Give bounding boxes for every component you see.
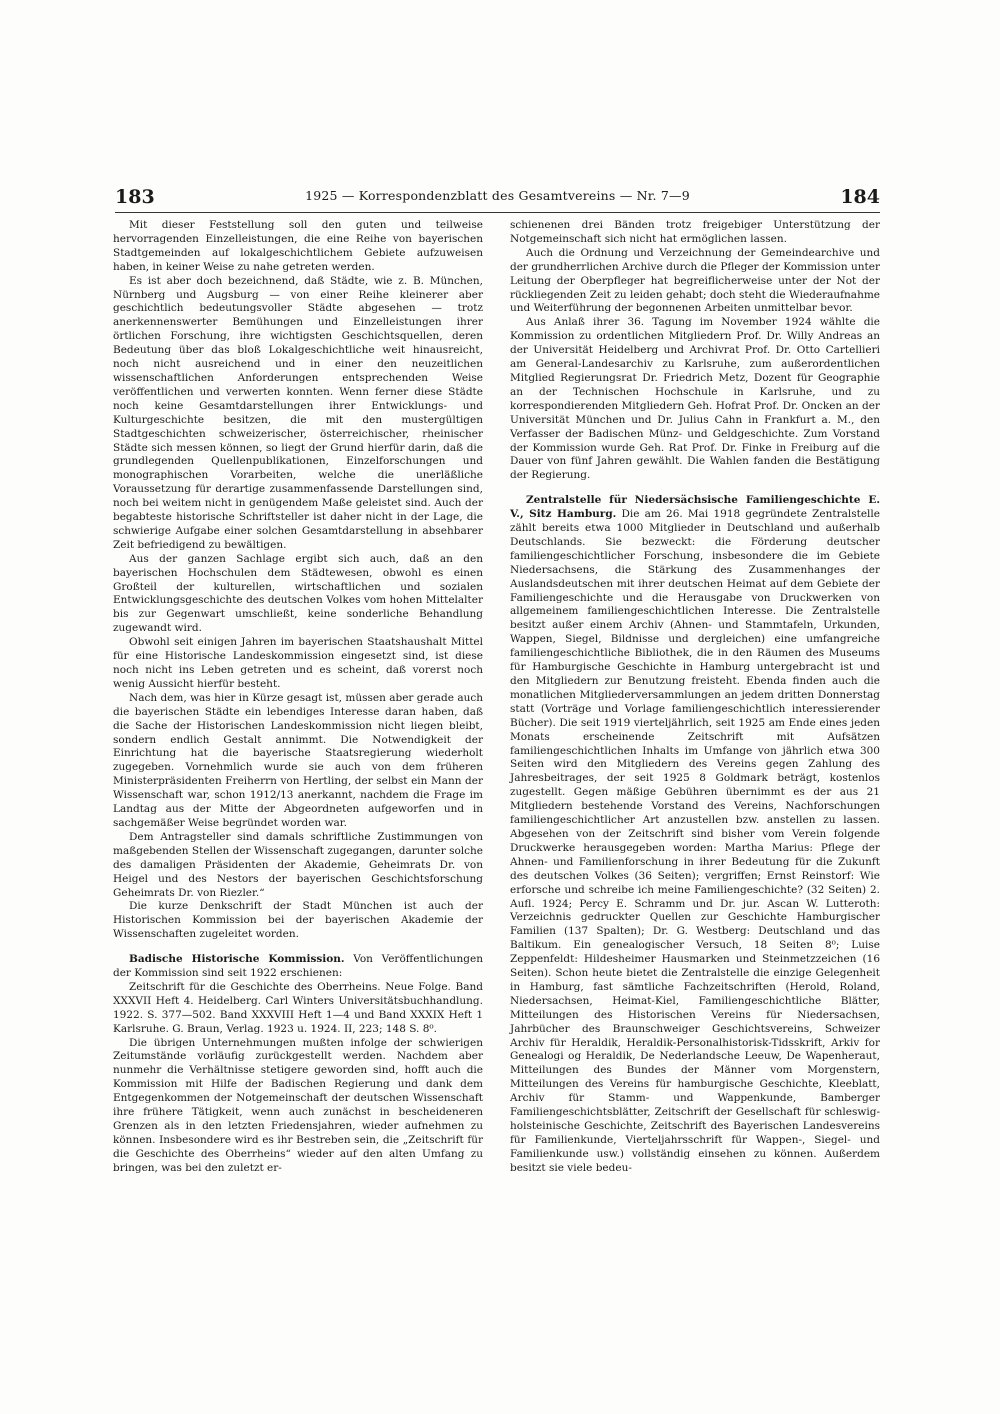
left-column xyxy=(113,219,483,1176)
right-column xyxy=(510,219,880,1176)
paragraph: Dem Antragsteller sind damals schriftliche Zustimmungen von maßgebenden Stellen der Wissenschaft zugegangen, darunter solche des damaligen Präsidenten der Akademie, Geheimrats Dr. von Heigel und des Nestors der bayerischen Geschichtsforschung Geheimrats Dr. von Riezler.“ xyxy=(113,830,483,899)
paragraph: Nach dem, was hier in Kürze gesagt ist, müssen aber gerade auch die bayerischen Städte ein lebendiges Interesse daran haben, daß die Sache der Historischen Landeskommission nicht liegen bleibt, sondern endlich Gestalt annimmt. Die Notwendigkeit der Einrichtung hat die bayerische Staatsregierung wiederholt zugegeben. Vornehmlich wurde sie auch von dem früheren Ministerpräsidenten Freiherrn von Hertling, der selbst ein Mann der Wissenschaft war, schon 1912/13 anerkannt, nachdem die Frage im Landtag aus der Mitte der Abgeordneten aufgeworfen und in sachgemäßer Weise begründet worden war. xyxy=(113,691,483,829)
section-heading: Badische Historische Kommission. xyxy=(129,953,345,966)
section-intro: Von Veröffentlichungen der Kommission sind seit 1922 erschienen: xyxy=(113,953,484,980)
page-header xyxy=(115,186,880,208)
section-body: Die am 26. Mai 1918 gegründete Zentralstelle zählt bereits etwa 1000 Mitglieder in Deutschland und außerhalb Deutschlands. Sie bezweckt: die Förderung deutscher familiengeschichtlicher Forschung, insbesondere die im Gebiete Niedersachsens, die Stärkung des Zusammenhanges der Auslandsdeutschen mit ihrer deutschen Heimat auf dem Gebiete der Familiengeschichte und die Herausgabe von Druckwerken von allgemeinem familiengeschichtlichen Interesse. Die Zentralstelle besitzt außer einem Archiv (Ahnen- und Stammtafeln, Urkunden, Wappen, Siegel, Bildnisse und dergleichen) eine umfangreiche familiengeschichtliche Bibliothek, die in den Räumen des Museums für Hamburgische Geschichte in Hamburg untergebracht ist und den Mitgliedern zur Benutzung freisteht. Ebenda finden auch die monatlichen Mitgliederversammlungen an jedem dritten Donnerstag statt (Vorträge und Vorlage familiengeschichtlich interessierender Bücher). Die seit 1919 vierteljährlich, seit 1925 am Ende eines jeden Monats erscheinende Zeitschrift mit Aufsätzen familiengeschichtlichen Inhalts im Umfange von jährlich etwa 300 Seiten wird den Mitgliedern des Vereins gegen Zahlung des Jahresbeitrages, der seit 1925 8 Goldmark beträgt, kostenlos zugestellt. Gegen mäßige Gebühren übernimmt es der aus 21 Mitgliedern bestehende Vorstand des Vereins, Nachforschungen familiengeschichtlicher Art anzustellen bzw. anstellen zu lassen. Abgesehen von der Zeitschrift sind bisher vom Verein folgende Druckwerke herausgegeben worden: Martha Marius: Pflege der Ahnen- und Familienforschung in ihrer Bedeutung für die Zukunft des deutschen Volkes (36 Seiten); vergriffen; Ernst Reinstorf: Wie erforsche und schreibe ich meine Familiengeschichte? (32 Seiten) 2. Aufl. 1924; Percy E. Schramm und Dr. jur. Ascan W. Lutteroth: Verzeichnis gedruckter Quellen zur Geschichte Hamburgischer Familien (137 Spalten); Dr. G. Westberg: Deutschland und das Baltikum. Ein genealogischer Versuch, 18 Seiten 8⁰; Luise Zeppenfeldt: Hildesheimer Hausmarken und Steinmetzzeichen (16 Seiten). Schon heute bietet die Zentralstelle die einzige Gelegenheit in Hamburg, fast sämtliche Fachzeitschriften (Herold, Roland, Niedersachsen, Heimat-Kiel, Familiengeschichtliche Blätter, Mitteilungen des Historischen Vereins für Niedersachsen, Jahrbücher des Braunschweiger Geschichtsvereins, Schweizer Archiv für Heraldik, Heraldik-Personalhistorisk-Tidsskrift, Arkiv for Genealogi og Heraldik, De Nederlandsche Leeuw, De Wapenheraut, Mitteilungen des Bundes der Männer vom Morgenstern, Mitteilungen des Vereins für hamburgische Geschichte, Kleeblatt, Archiv für Stamm- und Wappenkunde, Bamberger Familiengeschichtsblätter, Zeitschrift der Gesellschaft für schleswig-holsteinische Geschichte, Zeitschrift des Bayerischen Landesvereins für Familienkunde, Vierteljahrsschrift für Wappen-, Siegel- und Familienkunde usw.) vollständig einsehen zu können. Außerdem besitzt sie viele bedeu- xyxy=(510,508,880,1174)
paragraph: Mit dieser Feststellung soll den guten und teilweise hervorragenden Einzelleistungen, die eine Reihe von bayerischen Stadtgemeinden auf lokalgeschichtlichem Gebiete aufzuweisen haben, in keiner Weise zu nahe getreten werden. xyxy=(113,219,483,273)
paragraph: Aus Anlaß ihrer 36. Tagung im November 1924 wählte die Kommission zu ordentlichen Mitgliedern Prof. Dr. Willy Andreas an der Universität Heidelberg und Archivrat Prof. Dr. Otto Cartellieri am General-Landesarchiv zu Karlsruhe, zum außerordentlichen Mitglied Regierungsrat Dr. Friedrich Metz, Dozent für Geographie an der Technischen Hochschule in Karlsruhe, und zu korrespondierenden Mitgliedern Geh. Hofrat Prof. Dr. Oncken an der Universität München und Dr. Julius Cahn in Frankfurt a. M., den Verfasser der Badischen Münz- und Geldgeschichte. Zum Vorstand der Kommission wurde Geh. Rat Prof. Dr. Finke in Freiburg auf die Dauer von fünf Jahren gewählt. Die Wahlen fanden die Bestätigung der Regierung. xyxy=(510,316,880,482)
section-heading: Zentralstelle für Niedersächsische Familiengeschichte E. V., Sitz Hamburg. xyxy=(510,494,880,521)
paragraph: Die übrigen Unternehmungen mußten infolge der schwierigen Zeitumstände vorläufig zurückgestellt werden. Nachdem aber nunmehr die Verhältnisse stetigere geworden sind, hofft auch die Kommission mit Hilfe der Badischen Regierung und dank dem Entgegenkommen der Notgemeinschaft der deutschen Wissenschaft ihre frühere Tätigkeit, wenn auch zunächst in bescheideneren Grenzen als in den letzten Friedensjahren, wieder aufnehmen zu können. Insbesondere wird es ihr Bestreben sein, die „Zeitschrift für die Geschichte des Oberrheins“ wieder auf den alten Umfang zu bringen, was bei den zuletzt er- xyxy=(113,1036,483,1174)
paragraph: Aus der ganzen Sachlage ergibt sich auch, daß an den bayerischen Hochschulen dem Städtewesen, obwohl es einen Großteil der kulturellen, wirtschaftlichen und sozialen Entwicklungsgeschichte des deutschen Volkes vom hohen Mittelalter bis zur Gegenwart umschließt, keine sonderliche Behandlung zugewandt wird. xyxy=(113,552,483,635)
running-title: 1925 — Korrespondenzblatt des Gesamtvereins — Nr. 7—9 xyxy=(305,188,690,203)
header-rule xyxy=(115,212,880,213)
publication-reference: Zeitschrift für die Geschichte des Oberrheins. Neue Folge. Band XXXVII Heft 4. Heidelberg. Carl Winters Universitätsbuchhandlung. 1922. S. 377—502. Band XXXVIII Heft 1—4 und Band XXXIX Heft 1 Karlsruhe. G. Braun, Verlag. 1923 u. 1924. II, 223; 148 S. 8⁰. xyxy=(113,980,483,1035)
paragraph: Die kurze Denkschrift der Stadt München ist auch der Historischen Kommission bei der bayerischen Akademie der Wissenschaften zugeleitet worden. xyxy=(113,900,483,941)
section-paragraph xyxy=(113,953,483,981)
section-paragraph xyxy=(510,494,880,1175)
paragraph: Auch die Ordnung und Verzeichnung der Gemeindearchive und der grundherrlichen Archive durch die Pfleger der Kommission unter Leitung der Oberpfleger hat begreiflicherweise unter der Not der rückliegenden Zeit zu leiden gehabt; doch steht die Wiederaufnahme und Weiterführung der begonnenen Arbeiten unmittelbar bevor. xyxy=(510,246,880,315)
paragraph: Obwohl seit einigen Jahren im bayerischen Staatshaushalt Mittel für eine Historische Landeskommission eingesetzt sind, ist diese noch nicht ins Leben getreten und es scheint, daß vorerst noch wenig Aussicht hierfür besteht. xyxy=(113,636,483,690)
paragraph: Es ist aber doch bezeichnend, daß Städte, wie z. B. München, Nürnberg und Augsburg — von einer Reihe kleinerer aber geschichtlich bedeutungsvoller Städte abgesehen — trotz anerkennenswerter Bemühungen und Einzelleistungen ihrer örtlichen Forschung, ihre wichtigsten Geschichtsquellen, deren Bedeutung über das bloß Lokalgeschichtliche weit hinausreicht, noch nicht ausreichend und in einer den neuzeitlichen wissenschaftlichen Anforderungen entsprechenden Weise veröffentlichen und verwerten konnten. Wenn ferner diese Städte noch keine Gesamtdarstellungen ihrer Entwicklungs- und Kulturgeschichte besitzen, die mit den mustergültigen Stadtgeschichten schweizerischer, österreichischer, rheinischer Städte sich messen können, so liegt der Grund hierfür darin, daß die grundlegenden Quellenpublikationen, Einzelforschungen und monographischen Vorarbeiten, welche die unerläßliche Voraussetzung für derartige zusammenfassende Darstellungen sind, noch bei weitem nicht in genügendem Maße geleistet sind. Auch der begabteste historische Schriftsteller ist daher nicht in der Lage, die schwierige Aufgabe einer solchen Gesamtdarstellung in absehbarer Zeit befriedigend zu bewältigen. xyxy=(113,274,483,551)
paragraph: schienenen drei Bänden trotz freigebiger Unterstützung der Notgemeinschaft sich nicht hat ermöglichen lassen. xyxy=(510,219,880,245)
page-number-left: 183 xyxy=(115,186,155,208)
page-number-right: 184 xyxy=(840,186,880,208)
